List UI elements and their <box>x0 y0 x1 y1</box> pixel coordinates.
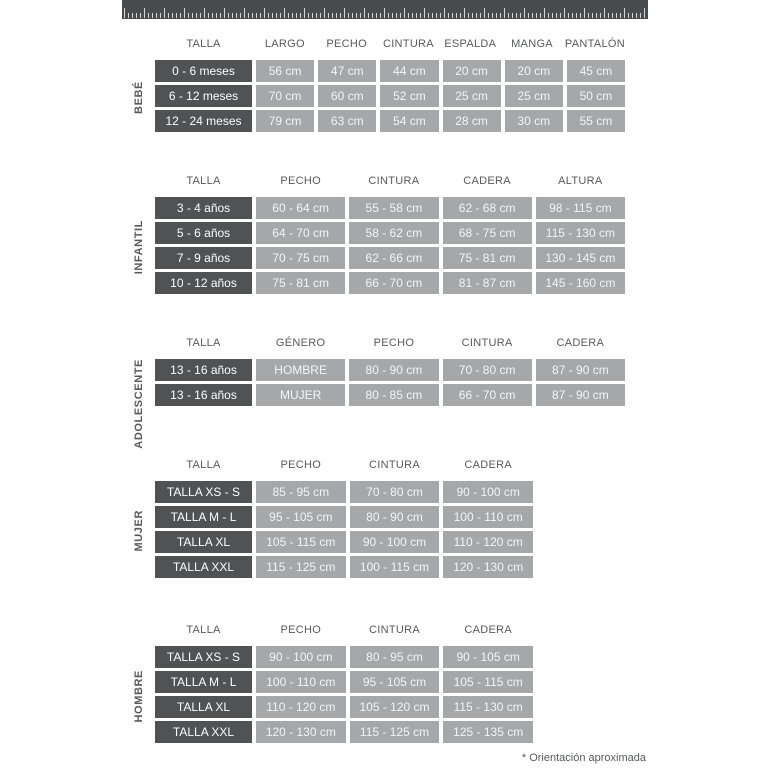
measurement-cell: 55 cm <box>567 110 625 132</box>
ruler-tick <box>452 13 453 18</box>
measurement-cell: 60 - 64 cm <box>256 197 345 219</box>
measurement-cell: 105 - 115 cm <box>443 671 533 693</box>
ruler-tick <box>144 8 145 18</box>
measurement-cell: 95 - 105 cm <box>256 506 346 528</box>
column-header: LARGO <box>264 38 305 50</box>
ruler-tick <box>636 13 637 18</box>
measurement-cell: 120 - 130 cm <box>443 556 533 578</box>
ruler-tick <box>528 13 529 18</box>
ruler-tick <box>612 13 613 18</box>
size-table <box>155 622 533 746</box>
column-header: PECHO <box>326 38 367 50</box>
section-label-column <box>122 335 155 449</box>
ruler-tick <box>184 8 185 18</box>
ruler-tick <box>260 13 261 18</box>
ruler-tick <box>256 13 257 18</box>
section-label: INFANTIL <box>132 219 145 275</box>
ruler-tick <box>332 13 333 18</box>
table-row <box>155 222 625 244</box>
ruler-tick <box>532 13 533 18</box>
ruler-tick <box>292 13 293 18</box>
ruler-tick <box>240 13 241 18</box>
ruler-tick <box>300 13 301 18</box>
ruler-tick <box>136 13 137 18</box>
ruler-tick <box>336 13 337 18</box>
measurement-cell: 120 - 130 cm <box>256 721 346 743</box>
ruler-tick <box>428 13 429 18</box>
ruler-tick <box>488 13 489 18</box>
ruler-tick <box>492 13 493 18</box>
measurement-cell: 58 - 62 cm <box>349 222 438 244</box>
ruler-tick <box>376 13 377 18</box>
ruler-tick <box>228 13 229 18</box>
ruler-tick <box>420 13 421 18</box>
ruler-tick <box>536 13 537 18</box>
column-header: PECHO <box>280 624 322 636</box>
ruler-tick <box>164 8 165 18</box>
column-header: PANTALÓN <box>564 38 625 50</box>
measurement-cell: 20 cm <box>505 60 563 82</box>
measurement-cell: 110 - 120 cm <box>443 531 533 553</box>
measurement-cell: 130 - 145 cm <box>536 247 625 269</box>
measurement-cell: 64 - 70 cm <box>256 222 345 244</box>
ruler-tick <box>556 13 557 18</box>
ruler-tick <box>404 8 405 18</box>
ruler-tick <box>592 13 593 18</box>
ruler-tick <box>496 13 497 18</box>
measurement-cell: 115 - 130 cm <box>443 696 533 718</box>
ruler-tick <box>588 13 589 18</box>
table-row <box>155 85 625 107</box>
ruler-tick <box>324 8 325 18</box>
column-header: TALLA <box>186 337 221 349</box>
ruler-tick <box>152 13 153 18</box>
ruler-tick <box>128 13 129 18</box>
ruler-tick <box>352 13 353 18</box>
measurement-cell: 90 - 105 cm <box>443 646 533 668</box>
ruler-tick <box>620 13 621 18</box>
measurement-cell: 44 cm <box>380 60 438 82</box>
measurement-cell: 105 - 115 cm <box>256 531 346 553</box>
ruler-tick <box>340 13 341 18</box>
measurement-cell: 47 cm <box>318 60 376 82</box>
column-header: CADERA <box>464 624 512 636</box>
measurement-cell: 25 cm <box>443 85 501 107</box>
ruler-tick <box>396 13 397 18</box>
ruler-tick <box>616 13 617 18</box>
measurement-cell: 25 cm <box>505 85 563 107</box>
ruler-tick <box>172 13 173 18</box>
size-label-cell: 6 - 12 meses <box>155 85 252 107</box>
ruler-tick <box>320 13 321 18</box>
measurement-cell: 52 cm <box>380 85 438 107</box>
section-label-column <box>122 36 155 135</box>
ruler-tick <box>484 8 485 18</box>
ruler-tick <box>468 13 469 18</box>
table-row <box>155 359 625 381</box>
ruler-tick <box>572 13 573 18</box>
ruler-tick <box>296 13 297 18</box>
measurement-cell: 70 - 80 cm <box>350 481 440 503</box>
ruler-tick <box>268 13 269 18</box>
ruler-tick <box>304 8 305 18</box>
table-header-row <box>155 36 625 52</box>
measurement-cell: MUJER <box>256 384 345 406</box>
ruler-tick <box>432 13 433 18</box>
ruler-tick <box>328 13 329 18</box>
ruler-tick <box>408 13 409 18</box>
section-infantil <box>122 173 625 297</box>
section-label-column <box>122 622 155 746</box>
ruler-tick <box>580 13 581 18</box>
ruler-tick <box>564 8 565 18</box>
ruler-tick <box>384 8 385 18</box>
ruler-tick <box>424 8 425 18</box>
ruler-tick <box>480 13 481 18</box>
column-header: PECHO <box>373 337 415 349</box>
ruler-tick <box>272 13 273 18</box>
column-header: MANGA <box>511 38 553 50</box>
ruler-tick <box>540 13 541 18</box>
section-label: MUJER <box>132 510 145 552</box>
column-header: TALLA <box>186 624 221 636</box>
measurement-cell: 79 cm <box>256 110 314 132</box>
ruler-tick <box>204 8 205 18</box>
ruler-tick <box>624 8 625 18</box>
size-label-cell: 13 - 16 años <box>155 384 252 406</box>
ruler-tick <box>312 13 313 18</box>
measurement-cell: 70 - 80 cm <box>443 359 532 381</box>
section-label: BEBÉ <box>132 81 145 114</box>
ruler-tick <box>356 13 357 18</box>
ruler-tick <box>180 13 181 18</box>
ruler-tick <box>148 13 149 18</box>
measurement-cell: 66 - 70 cm <box>443 384 532 406</box>
ruler-tick <box>628 13 629 18</box>
ruler-tick <box>472 13 473 18</box>
table-row <box>155 506 533 528</box>
ruler-tick <box>368 13 369 18</box>
ruler-tick <box>608 13 609 18</box>
measurement-cell: 66 - 70 cm <box>349 272 438 294</box>
measurement-cell: 54 cm <box>380 110 438 132</box>
ruler-tick <box>364 8 365 18</box>
size-label-cell: TALLA XS - S <box>155 481 252 503</box>
ruler-tick <box>372 13 373 18</box>
ruler-tick <box>124 8 125 18</box>
section-bebe <box>122 36 625 135</box>
ruler-tick <box>212 13 213 18</box>
ruler-tick <box>200 13 201 18</box>
ruler-tick <box>316 13 317 18</box>
section-label: ADOLESCENTE <box>132 359 145 449</box>
column-header: CADERA <box>463 175 511 187</box>
column-header: TALLA <box>186 459 221 471</box>
section-hombre <box>122 622 533 746</box>
size-table <box>155 173 625 297</box>
table-row <box>155 556 533 578</box>
measurement-cell: 100 - 115 cm <box>350 556 440 578</box>
measurement-cell: 145 - 160 cm <box>536 272 625 294</box>
column-header: CADERA <box>464 459 512 471</box>
ruler-tick <box>508 13 509 18</box>
measurement-cell: 80 - 85 cm <box>349 384 438 406</box>
measurement-cell: 85 - 95 cm <box>256 481 346 503</box>
size-label-cell: 10 - 12 años <box>155 272 252 294</box>
section-mujer <box>122 457 533 581</box>
size-label-cell: 3 - 4 años <box>155 197 252 219</box>
ruler-tick <box>584 8 585 18</box>
table-row <box>155 646 533 668</box>
ruler-tick <box>604 8 605 18</box>
measurement-cell: 45 cm <box>567 60 625 82</box>
size-label-cell: TALLA M - L <box>155 671 252 693</box>
measurement-cell: 95 - 105 cm <box>350 671 440 693</box>
ruler-tick <box>308 13 309 18</box>
column-header: TALLA <box>186 175 221 187</box>
ruler-tick <box>248 13 249 18</box>
measurement-cell: 125 - 135 cm <box>443 721 533 743</box>
table-row <box>155 384 625 406</box>
ruler-tick <box>192 13 193 18</box>
measurement-cell: 30 cm <box>505 110 563 132</box>
column-header: CINTURA <box>461 337 513 349</box>
ruler-tick <box>388 13 389 18</box>
table-row <box>155 247 625 269</box>
tape-measure-ruler <box>122 0 648 19</box>
measurement-cell: 105 - 120 cm <box>350 696 440 718</box>
ruler-tick <box>412 13 413 18</box>
section-label-column <box>122 457 155 581</box>
column-header: TALLA <box>186 38 221 50</box>
measurement-cell: 110 - 120 cm <box>256 696 346 718</box>
measurement-cell: 81 - 87 cm <box>443 272 532 294</box>
measurement-cell: 60 cm <box>318 85 376 107</box>
ruler-tick <box>448 13 449 18</box>
size-label-cell: 5 - 6 años <box>155 222 252 244</box>
ruler-tick <box>600 13 601 18</box>
measurement-cell: 70 - 75 cm <box>256 247 345 269</box>
measurement-cell: 90 - 100 cm <box>350 531 440 553</box>
column-header: PECHO <box>280 459 322 471</box>
ruler-tick <box>436 13 437 18</box>
ruler-tick <box>520 13 521 18</box>
footnote: * Orientación aproximada <box>521 752 646 764</box>
measurement-cell: 80 - 90 cm <box>349 359 438 381</box>
measurement-cell: 115 - 125 cm <box>350 721 440 743</box>
measurement-cell: 75 - 81 cm <box>443 247 532 269</box>
ruler-tick <box>524 8 525 18</box>
ruler-tick <box>560 13 561 18</box>
measurement-cell: 87 - 90 cm <box>536 359 625 381</box>
table-row <box>155 721 533 743</box>
ruler-tick <box>444 8 445 18</box>
ruler-tick <box>416 13 417 18</box>
ruler-tick <box>168 13 169 18</box>
ruler-tick <box>500 13 501 18</box>
table-row <box>155 696 533 718</box>
ruler-tick <box>400 13 401 18</box>
measurement-cell: HOMBRE <box>256 359 345 381</box>
ruler-tick <box>504 8 505 18</box>
ruler-tick <box>224 8 225 18</box>
size-label-cell: TALLA XXL <box>155 721 252 743</box>
table-header-row <box>155 457 533 473</box>
size-label-cell: TALLA XL <box>155 696 252 718</box>
measurement-cell: 98 - 115 cm <box>536 197 625 219</box>
size-label-cell: TALLA XXL <box>155 556 252 578</box>
column-header: PECHO <box>280 175 321 187</box>
column-header: CINTURA <box>382 38 434 50</box>
table-row <box>155 481 533 503</box>
ruler-tick <box>264 8 265 18</box>
measurement-cell: 63 cm <box>318 110 376 132</box>
table-row <box>155 671 533 693</box>
ruler-tick <box>236 13 237 18</box>
size-table <box>155 457 533 581</box>
column-header: GÉNERO <box>275 337 326 349</box>
size-table <box>155 335 625 449</box>
ruler-tick <box>252 13 253 18</box>
measurement-cell: 62 - 66 cm <box>349 247 438 269</box>
ruler-tick <box>348 13 349 18</box>
table-row <box>155 272 625 294</box>
section-label-column <box>122 173 155 297</box>
ruler-tick <box>196 13 197 18</box>
table-header-row <box>155 622 533 638</box>
measurement-cell: 90 - 100 cm <box>443 481 533 503</box>
size-label-cell: 12 - 24 meses <box>155 110 252 132</box>
ruler-tick <box>576 13 577 18</box>
ruler-tick <box>644 8 645 18</box>
size-label-cell: 7 - 9 años <box>155 247 252 269</box>
measurement-cell: 68 - 75 cm <box>443 222 532 244</box>
measurement-cell: 87 - 90 cm <box>536 384 625 406</box>
section-label: HOMBRE <box>132 669 145 723</box>
column-header: CINTURA <box>369 624 420 636</box>
table-header-row <box>155 173 625 189</box>
ruler-tick <box>276 13 277 18</box>
ruler-tick <box>516 13 517 18</box>
measurement-cell: 115 - 130 cm <box>536 222 625 244</box>
measurement-cell: 80 - 95 cm <box>350 646 440 668</box>
ruler-tick <box>288 13 289 18</box>
ruler-tick <box>156 13 157 18</box>
measurement-cell: 115 - 125 cm <box>256 556 346 578</box>
ruler-tick <box>568 13 569 18</box>
ruler-tick <box>360 13 361 18</box>
size-label-cell: 0 - 6 meses <box>155 60 252 82</box>
ruler-tick <box>464 8 465 18</box>
measurement-cell: 50 cm <box>567 85 625 107</box>
table-row <box>155 197 625 219</box>
ruler-tick <box>596 13 597 18</box>
ruler-tick <box>512 13 513 18</box>
size-table <box>155 36 625 135</box>
size-label-cell: 13 - 16 años <box>155 359 252 381</box>
column-header: ALTURA <box>558 175 603 187</box>
measurement-cell: 100 - 110 cm <box>443 506 533 528</box>
size-label-cell: TALLA XS - S <box>155 646 252 668</box>
size-label-cell: TALLA M - L <box>155 506 252 528</box>
ruler-tick <box>244 8 245 18</box>
table-header-row <box>155 335 625 351</box>
measurement-cell: 62 - 68 cm <box>443 197 532 219</box>
column-header: CINTURA <box>368 175 420 187</box>
ruler-tick <box>552 13 553 18</box>
measurement-cell: 100 - 110 cm <box>256 671 346 693</box>
table-row <box>155 531 533 553</box>
measurement-cell: 55 - 58 cm <box>349 197 438 219</box>
ruler-tick <box>132 13 133 18</box>
ruler-tick <box>280 13 281 18</box>
ruler-tick <box>344 8 345 18</box>
ruler-tick <box>440 13 441 18</box>
ruler-tick <box>216 13 217 18</box>
ruler-tick <box>632 13 633 18</box>
column-header: ESPALDA <box>444 38 497 50</box>
column-header: CINTURA <box>369 459 420 471</box>
ruler-tick <box>476 13 477 18</box>
ruler-tick <box>544 8 545 18</box>
ruler-tick <box>640 13 641 18</box>
table-row <box>155 60 625 82</box>
ruler-tick <box>220 13 221 18</box>
ruler-tick <box>456 13 457 18</box>
measurement-cell: 70 cm <box>256 85 314 107</box>
ruler-tick <box>188 13 189 18</box>
section-adolescente <box>122 335 625 449</box>
ruler-tick <box>284 8 285 18</box>
ruler-tick <box>160 13 161 18</box>
size-label-cell: TALLA XL <box>155 531 252 553</box>
ruler-tick <box>392 13 393 18</box>
ruler-tick <box>232 13 233 18</box>
measurement-cell: 80 - 90 cm <box>350 506 440 528</box>
ruler-tick <box>176 13 177 18</box>
table-row <box>155 110 625 132</box>
ruler-tick <box>380 13 381 18</box>
measurement-cell: 56 cm <box>256 60 314 82</box>
ruler-tick <box>548 13 549 18</box>
measurement-cell: 20 cm <box>443 60 501 82</box>
measurement-cell: 28 cm <box>443 110 501 132</box>
measurement-cell: 75 - 81 cm <box>256 272 345 294</box>
ruler-tick <box>140 13 141 18</box>
ruler-tick <box>460 13 461 18</box>
ruler-tick <box>208 13 209 18</box>
column-header: CADERA <box>556 337 605 349</box>
measurement-cell: 90 - 100 cm <box>256 646 346 668</box>
